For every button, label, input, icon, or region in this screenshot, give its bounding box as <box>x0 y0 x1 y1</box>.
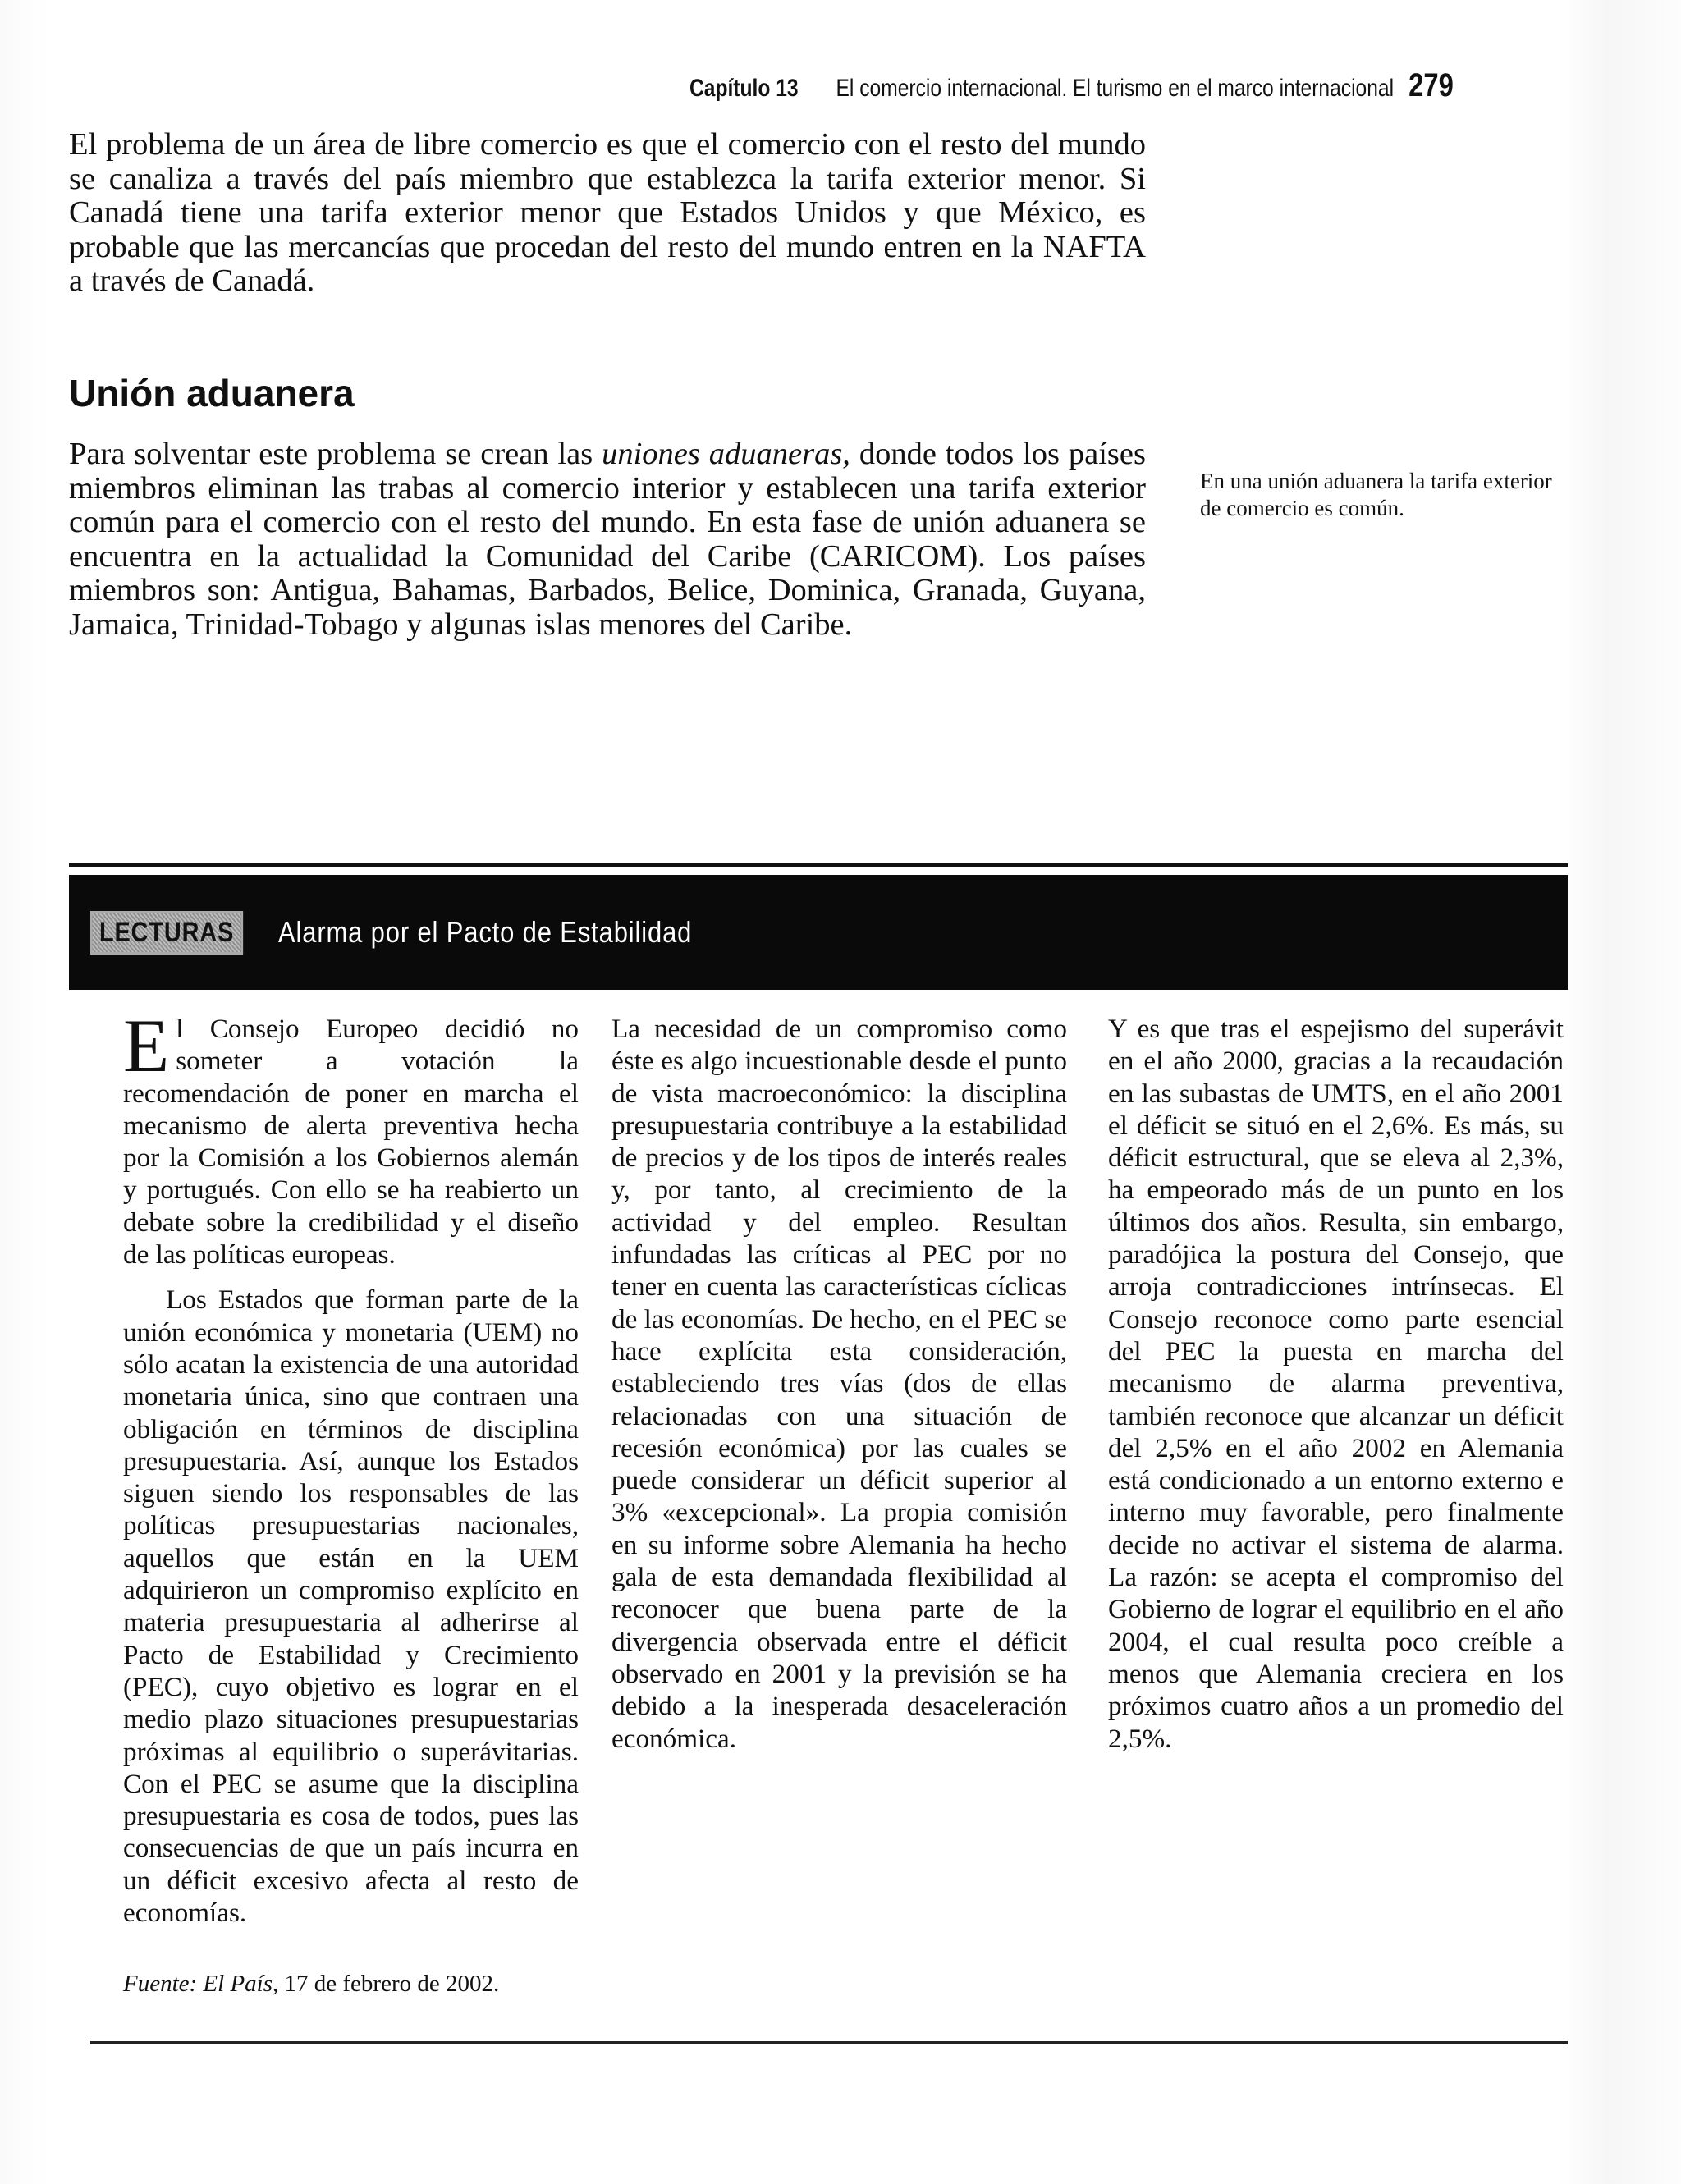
reading-column-3 <box>1108 1013 1564 1755</box>
reading-title: Alarma por el Pacto de Estabilidad <box>278 915 693 949</box>
section-paragraph <box>69 437 1146 642</box>
margin-note: En una unión aduanera la tarifa exterior de comercio es común. <box>1200 469 1552 520</box>
running-header <box>689 67 1454 104</box>
section-paragraph-italic-term: uniones aduaneras, <box>602 437 850 471</box>
reading-paragraph: La necesidad de un compromiso como éste es algo incuestionable desde el punto de vista macroeconómico: la disciplina presupuestaria contribuye a la estabilidad de precios y de los tipos de interés reales y, por tanto, al crecimiento de la actividad y del empleo. Resultan infundadas las críticas al PEC por no tener en cuenta las características cíclicas de las economías. De hecho, en el PEC se hace explícita esta consideración, estableciendo tres vías (dos de ellas relacionadas con una situación de recesión económica) por las cuales se puede considerar un déficit superior al 3% «excepcional». La propia comisión en su informe sobre Alemania ha hecho gala de esta demandada flexibilidad al reconocer que buena parte de la divergencia observada entre el déficit observado en 2001 y la previsión se ha debido a la inesperada desaceleración económica. <box>611 1014 1067 1754</box>
reading-paragraph-text: l Consejo Europeo decidió no someter a votación la recomendación de poner en marcha el mecanismo de alerta preventiva hecha por la Comisión a los Gobiernos alemán y portugués. Con ello se ha reabierto un debate sobre la credibilidad y el diseño de las políticas europeas. <box>123 1014 579 1271</box>
reading-paragraph: Y es que tras el espejismo del superávit en el año 2000, gracias a la recaudación en las subastas de UMTS, en el año 2001 el déficit se situó en el 2,6%. Es más, su déficit estructural, que se eleva al 2,3%, ha empeorado más de un punto en los últimos dos años. Resulta, sin embargo, paradójica la postura del Consejo, que arroja contradicciones intrínsecas. El Consejo reconoce como parte esencial del PEC la puesta en marcha del mecanismo de alarma preventiva, también reconoce que alcanzar un déficit del 2,5% en el año 2002 en Alemania está condicionado a un entorno externo e interno muy favorable, pero finalmente decide no activar el sistema de alarma. La razón: se acepta el compromiso del Gobierno de lograr el equilibrio en el año 2004, el cual resulta poco creíble a menos que Alemania creciera en los próximos cuatro años a un promedio del 2,5%. <box>1108 1014 1564 1754</box>
reading-box-bottom-rule <box>90 2041 1568 2044</box>
section-heading: Unión aduanera <box>69 372 355 414</box>
lecturas-badge: LECTURAS <box>90 911 243 955</box>
drop-cap: E <box>123 1004 170 1087</box>
reading-paragraph <box>123 1004 579 1271</box>
chapter-label: Capítulo 13 <box>689 75 799 102</box>
reading-paragraph: Los Estados que forman parte de la unión económica y monetaria (UEM) no sólo acatan la existencia de una autoridad monetaria única, sino que contraen una obligación en términos de disciplina presupuestaria. Así, aunque los Estados siguen siendo los responsables de las políticas presupuestarias nacionales, aquellos que están en la UEM adquirieron un compromiso explícito en materia presupuestaria al adherirse al Pacto de Estabilidad y Crecimiento (PEC), cuyo objetivo es lograr en el medio plazo situaciones presupuestarias próximas al equilibrio o superávitarias. Con el PEC se asume que la disciplina presupuestaria es cosa de todos, pues las consecuencias de que un país incurra en un déficit excesivo afecta al resto de economías. <box>123 1284 579 1929</box>
reading-column-1 <box>123 1004 579 1929</box>
reading-column-2 <box>611 1013 1067 1755</box>
section-paragraph-rest: donde todos los países miembros eliminan las trabas al comercio interior y establecen una tarifa exterior común para el comercio con el resto del mundo. En esta fase de unión aduanera se encuentra en la actualidad la Comunidad del Caribe (CARICOM). Los países miembros son: Antigua, Bahamas, Barbados, Belice, Dominica, Granada, Guyana, Jamaica, Trinidad-Tobago y algunas islas menores del Caribe. <box>69 437 1146 642</box>
intro-paragraph: El problema de un área de libre comercio es que el comercio con el resto del mundo se canaliza a través del país miembro que establezca la tarifa exterior menor. Si Canadá tiene una tarifa exterior menor que Estados Unidos y que México, es probable que las mercancías que procedan del resto del mundo entren en la NAFTA a través de Canadá. <box>69 127 1146 298</box>
reading-box-top-rule <box>69 863 1568 867</box>
source-label: Fuente: El País, <box>123 1971 279 1997</box>
source-citation <box>123 1970 499 1998</box>
reading-box-title-bar <box>69 875 1568 990</box>
chapter-title: El comercio internacional. El turismo en el marco internacional <box>836 75 1395 102</box>
section-paragraph-start: Para solventar este problema se crean las <box>69 437 602 471</box>
page-number: 279 <box>1408 67 1454 103</box>
source-date: 17 de febrero de 2002. <box>284 1971 500 1997</box>
